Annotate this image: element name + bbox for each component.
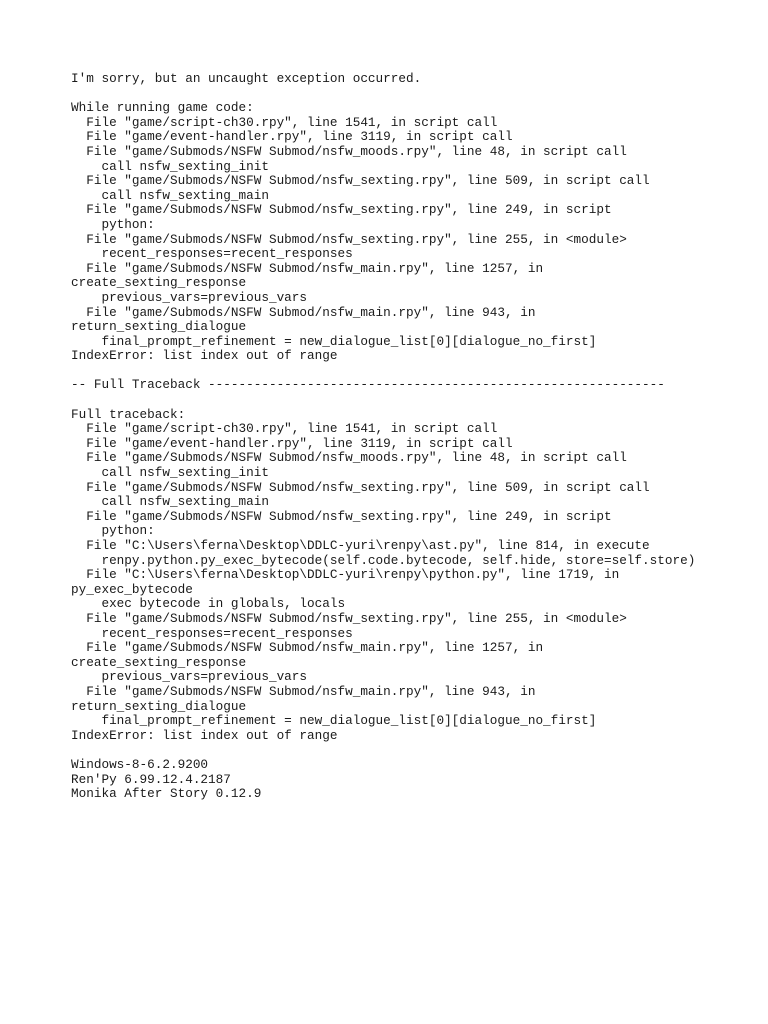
traceback-line: previous_vars=previous_vars [71,669,308,685]
traceback-line: recent_responses=recent_responses [71,625,353,641]
error-message: IndexError: list index out of range [71,348,338,364]
traceback-line: create_sexting_response [71,654,247,670]
traceback-line: File "game/Submods/NSFW Submod/nsfw_sexting.rpy", line 249, in script [71,508,612,524]
error-header: I'm sorry, but an uncaught exception occurred. [71,71,422,86]
blank-line [71,393,768,408]
platform-info: Windows-8-6.2.9200 [71,756,209,772]
renpy-version: Ren'Py 6.99.12.4.2187 [71,771,231,787]
traceback-line: File "game/script-ch30.rpy", line 1541, in script call [71,114,498,130]
traceback-line: python: [71,523,155,539]
traceback-line: python: [71,216,155,232]
traceback-line: renpy.python.py_exec_bytecode(self.code.bytecode, self.hide, store=self.store) [71,552,696,568]
traceback-line: py_exec_bytecode [71,581,193,597]
mod-version: Monika After Story 0.12.9 [71,786,262,802]
traceback-line: File "game/Submods/NSFW Submod/nsfw_sexting.rpy", line 255, in <module> [71,231,627,247]
error-message: IndexError: list index out of range [71,727,338,743]
blank-line [71,743,768,758]
traceback-line: recent_responses=recent_responses [71,246,353,262]
traceback-line: File "game/Submods/NSFW Submod/nsfw_main.rpy", line 943, in [71,683,536,699]
traceback-document [71,72,768,802]
traceback-line: File "game/Submods/NSFW Submod/nsfw_main.rpy", line 1257, in [71,640,544,656]
traceback-line: File "game/event-handler.rpy", line 3119, in script call [71,435,513,451]
traceback-line: File "game/Submods/NSFW Submod/nsfw_sexting.rpy", line 509, in script call [71,479,650,495]
traceback-line: File "game/Submods/NSFW Submod/nsfw_sexting.rpy", line 509, in script call [71,173,650,189]
traceback-line: create_sexting_response [71,275,247,291]
traceback-line: File "game/Submods/NSFW Submod/nsfw_sexting.rpy", line 249, in script [71,202,612,218]
traceback-line: call nsfw_sexting_main [71,494,269,510]
traceback-line: File "game/Submods/NSFW Submod/nsfw_moods.rpy", line 48, in script call [71,450,627,466]
section-heading: While running game code: [71,100,254,116]
traceback-line: final_prompt_refinement = new_dialogue_list[0][dialogue_no_first] [71,713,597,729]
traceback-line: return_sexting_dialogue [71,698,247,714]
traceback-line: File "game/Submods/NSFW Submod/nsfw_main.rpy", line 1257, in [71,260,544,276]
traceback-line: exec bytecode in globals, locals [71,596,346,612]
blank-line [71,364,768,379]
full-traceback-divider: -- Full Traceback ------------------------------------------------------------ [71,377,665,393]
traceback-line: File "game/Submods/NSFW Submod/nsfw_sexting.rpy", line 255, in <module> [71,610,627,626]
traceback-line: File "game/script-ch30.rpy", line 1541, in script call [71,421,498,437]
traceback-line: return_sexting_dialogue [71,319,247,335]
traceback-line: call nsfw_sexting_main [71,187,269,203]
section-heading: Full traceback: [71,406,186,422]
traceback-line: File "game/Submods/NSFW Submod/nsfw_moods.rpy", line 48, in script call [71,143,627,159]
traceback-line: call nsfw_sexting_init [71,465,269,481]
traceback-line: previous_vars=previous_vars [71,289,308,305]
traceback-line: File "C:\Users\ferna\Desktop\DDLC-yuri\renpy\python.py", line 1719, in [71,567,620,583]
traceback-line: call nsfw_sexting_init [71,158,269,174]
traceback-line: File "game/event-handler.rpy", line 3119, in script call [71,129,513,145]
blank-line [71,87,768,102]
traceback-line: File "C:\Users\ferna\Desktop\DDLC-yuri\renpy\ast.py", line 814, in execute [71,538,650,553]
traceback-line: final_prompt_refinement = new_dialogue_list[0][dialogue_no_first] [71,333,597,349]
traceback-line: File "game/Submods/NSFW Submod/nsfw_main.rpy", line 943, in [71,304,536,320]
